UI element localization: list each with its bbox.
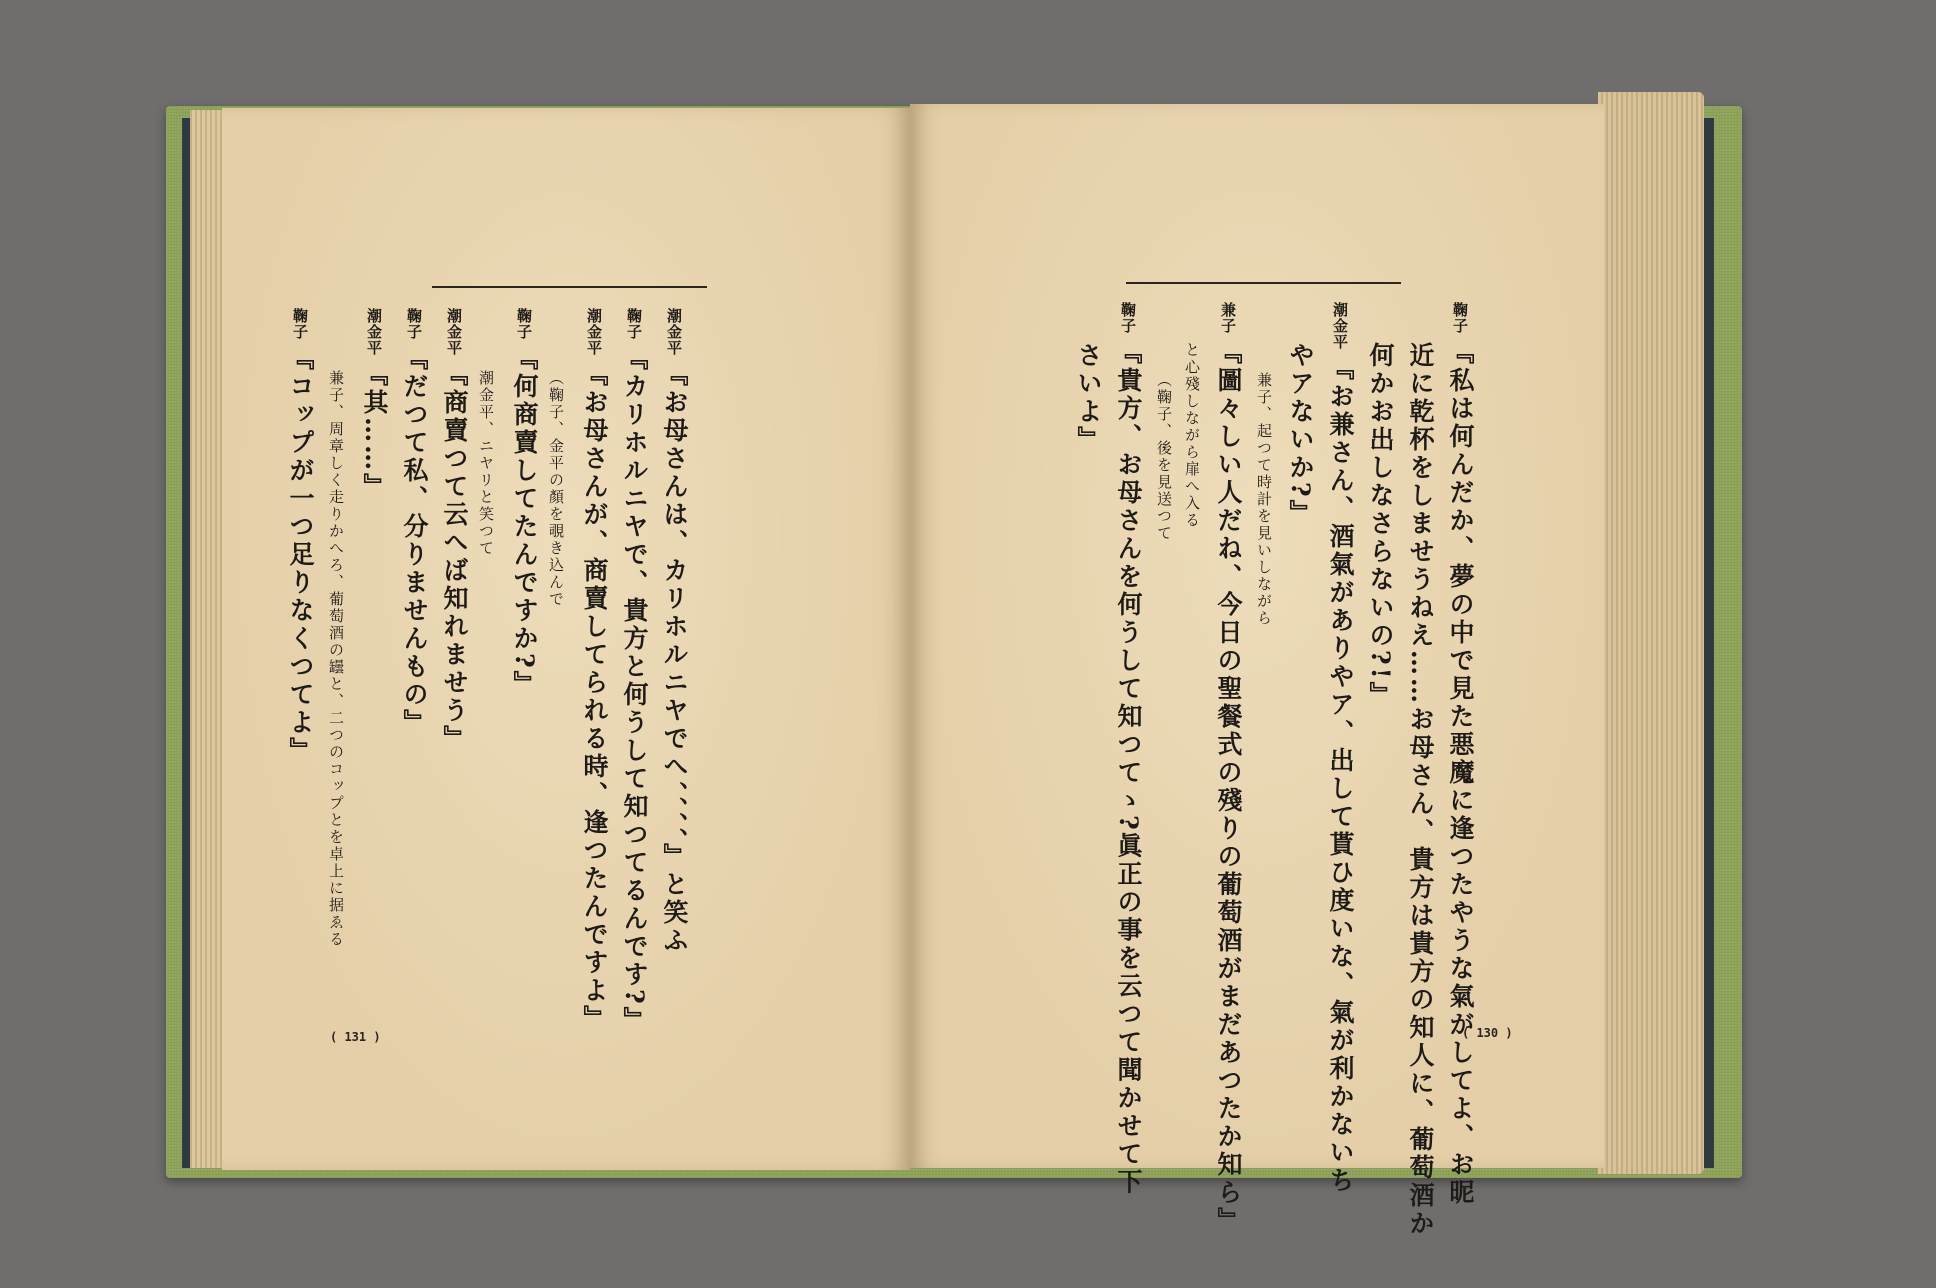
line-7: [1216, 302, 1241, 1235]
dialogue-text: 『カリホルニヤで、貴方と何うして知つてるんです?』: [620, 345, 649, 1035]
dialogue-text: さいよ』: [1074, 342, 1103, 454]
line-8: [1184, 342, 1200, 529]
stage-direction: 兼子、起つて時計を見いしながら: [1255, 372, 1273, 627]
dialogue-text: 『商賣つて云へば知れませう』: [440, 361, 469, 754]
page-number: ( 131 ): [330, 1030, 381, 1044]
line-4: [1328, 302, 1353, 1195]
line-9: [362, 308, 387, 501]
line-6: [1256, 372, 1272, 627]
stage-direction: 兼子、周章しく走りかへろ、葡萄酒の罎と、二つのコップとを卓上に据ゑる: [327, 370, 345, 948]
dialogue-text: 近に乾杯をしませうねえ……お母さん、貴方は貴方の知人に、葡萄酒か: [1406, 342, 1435, 1238]
dialogue-text: 『お母さんが、商賣してられる時、逢つたんですよ』: [580, 361, 609, 1034]
speaker-name: 鞠子: [291, 308, 309, 340]
dialogue-text: 『お母さんは、カリホルニヤでへ、、、、』と笑ふ: [660, 361, 689, 956]
line-3: [582, 308, 607, 1033]
line-7: [442, 308, 467, 753]
stage-direction: 潮金平、ニヤリと笑つて: [477, 370, 495, 557]
dialogue-text: 『私は何んだか、夢の中で見た悪魔に逢つたやうな氣がしてよ、お昵: [1446, 339, 1475, 1208]
speaker-name: 鞠子: [1451, 302, 1469, 334]
speaker-name: 鞠子: [515, 308, 533, 340]
speaker-name: 鞠子: [625, 308, 643, 340]
dialogue-text: 『何商賣してたんですか?』: [510, 345, 539, 699]
right-page: [910, 104, 1604, 1238]
stage-direction: （鞠子、後を見送つて: [1155, 372, 1173, 542]
line-6: [478, 370, 494, 557]
line-1: [1448, 302, 1473, 1207]
dialogue-text: 『其……』: [360, 361, 389, 502]
dialogue-text: やアないか?』: [1286, 342, 1315, 528]
line-5: [512, 308, 537, 699]
speaker-name: 鞠子: [1119, 302, 1137, 334]
dialogue-text: 『貴方、お母さんを何うして知つてゝ?眞正の事を云つて聞かせて下: [1114, 339, 1143, 1197]
line-10: [328, 370, 344, 948]
dialogue-text: 『コップが一つ足りなくつてよ』: [286, 345, 315, 766]
line-2: [1408, 342, 1433, 1238]
speaker-name: 鞠子: [405, 308, 423, 340]
left-page: [222, 108, 910, 1170]
speaker-name: 兼子: [1219, 302, 1237, 334]
speaker-name: 潮金平: [445, 308, 463, 356]
dialogue-text: 『圖々しい人だね、今日の聖餐式の殘りの葡萄酒がまだあつたか知ら』: [1214, 339, 1243, 1236]
line-5: [1288, 342, 1313, 528]
dialogue-text: 何かお出しなさらないの?!』: [1366, 342, 1395, 710]
separator-rule: [1126, 282, 1401, 284]
speaker-name: 潮金平: [585, 308, 603, 356]
speaker-name: 潮金平: [365, 308, 383, 356]
line-10: [1116, 302, 1141, 1197]
line-8: [402, 308, 427, 737]
page-number: ( 130 ): [1462, 1026, 1513, 1040]
dialogue-text: 『だつて私、分りませんもの』: [400, 345, 429, 738]
page-edges-right: [1598, 92, 1704, 1174]
line-1: [662, 308, 687, 955]
speaker-name: 潮金平: [665, 308, 683, 356]
line-11: [1076, 342, 1101, 454]
line-11: [288, 308, 313, 765]
line-2: [622, 308, 647, 1035]
line-4: [548, 370, 564, 608]
line-9: [1156, 372, 1172, 542]
speaker-name: 潮金平: [1331, 302, 1349, 350]
stage-direction: （鞠子、金平の顏を覗き込んで: [547, 370, 565, 608]
stage-direction: と心殘しながら扉へ入る: [1183, 342, 1201, 529]
separator-rule: [432, 286, 707, 288]
line-3: [1368, 342, 1393, 710]
dialogue-text: 『お兼さん、酒氣がありやア、出して貰ひ度いな、氣が利かないち: [1326, 355, 1355, 1196]
